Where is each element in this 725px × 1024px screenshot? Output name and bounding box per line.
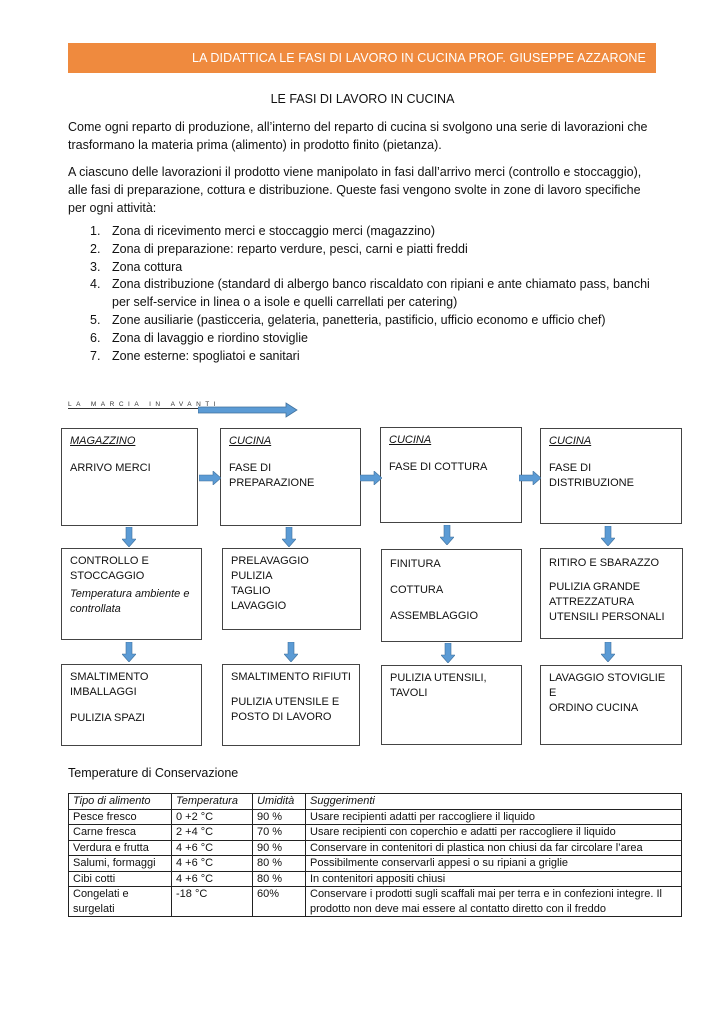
list-number: 2. bbox=[90, 241, 101, 256]
table-row bbox=[69, 840, 682, 856]
box-text: FASE DI DISTRIBUZIONE bbox=[549, 462, 634, 489]
box-text: FASE DI COTTURA bbox=[389, 461, 488, 473]
box-text: TAVOLI bbox=[390, 687, 428, 699]
table-cell: Conservare i prodotti sugli scaffali mai per terra e in confezioni integre. Il prodotto non deve mai essere al contatto diretto con il freddo bbox=[306, 887, 682, 917]
box-text: PULIZIA GRANDE bbox=[549, 581, 641, 593]
table-cell: 90 % bbox=[253, 809, 306, 825]
column-header: Temperatura bbox=[172, 794, 253, 810]
table-cell: 4 +6 °C bbox=[172, 871, 253, 887]
list-number: 1. bbox=[90, 224, 101, 238]
temperature-section-title: Temperature di Conservazione bbox=[68, 766, 239, 780]
table-row bbox=[69, 856, 682, 872]
table-cell: 4 +6 °C bbox=[172, 856, 253, 872]
down-arrow-icon bbox=[601, 642, 615, 662]
right-arrow-icon bbox=[360, 471, 382, 485]
box-text: controllata bbox=[70, 603, 121, 615]
box-text: SMALTIMENTO bbox=[70, 671, 149, 683]
temperature-table bbox=[68, 793, 682, 917]
box-text: CONTROLLO E bbox=[70, 555, 149, 567]
down-arrow-icon bbox=[440, 525, 454, 545]
box-heading: MAGAZZINO bbox=[70, 435, 136, 447]
list-text: Zona cottura bbox=[112, 259, 183, 274]
column-header: Suggerimenti bbox=[306, 794, 682, 810]
table-cell: Pesce fresco bbox=[69, 809, 172, 825]
box-text: RITIRO E SBARAZZO bbox=[549, 557, 660, 569]
ritiro-sbarazzo-box bbox=[540, 548, 683, 639]
intro-paragraph-1: Come ogni reparto di produzione, all’interno del reparto di cucina si svolgono una serie di lavorazioni che trasformano la materia prima (alimento) in prodotto finito (pietanza). bbox=[68, 120, 648, 152]
zones-list bbox=[90, 223, 660, 365]
box-heading: CUCINA bbox=[549, 435, 592, 447]
table-cell: Verdura e frutta bbox=[69, 840, 172, 856]
box-text: PULIZIA UTENSILE E bbox=[231, 696, 340, 708]
table-cell: Conservare in contenitori di plastica non chiusi da far circolare l’area bbox=[306, 840, 682, 856]
table-cell: 4 +6 °C bbox=[172, 840, 253, 856]
list-text: Zona di ricevimento merci e stoccaggio merci (magazzino) bbox=[112, 224, 436, 238]
down-arrow-icon bbox=[284, 642, 298, 662]
box-text: COTTURA bbox=[390, 584, 444, 596]
table-cell: Usare recipienti adatti per raccogliere il liquido bbox=[306, 809, 682, 825]
table-cell: Carne fresca bbox=[69, 825, 172, 841]
list-item bbox=[90, 241, 660, 259]
lavaggio-stoviglie-box bbox=[540, 665, 682, 745]
box-text: TAGLIO bbox=[231, 585, 271, 597]
box-text: PULIZIA bbox=[231, 570, 273, 582]
intro-paragraph-2: A ciascuno delle lavorazioni il prodotto viene manipolato in fasi dall’arrivo merci (controllo e stoccaggio), alle fasi di preparazione, cottura e distribuzione. Queste fasi vengono svolte in zone di lavoro specifiche per ogni attività: bbox=[68, 165, 642, 215]
box-heading: CUCINA bbox=[389, 434, 432, 446]
down-arrow-icon bbox=[122, 642, 136, 662]
box-text: SMALTIMENTO RIFIUTI bbox=[231, 671, 351, 683]
page-title: LE FASI DI LAVORO IN CUCINA bbox=[270, 92, 455, 106]
controllo-stoccaggio-box bbox=[61, 548, 202, 640]
box-text: ARRIVO MERCI bbox=[70, 462, 151, 474]
document-header bbox=[68, 43, 656, 73]
list-number: 5. bbox=[90, 312, 101, 327]
table-row bbox=[69, 887, 682, 917]
table-row bbox=[69, 871, 682, 887]
list-item bbox=[90, 259, 660, 277]
box-heading: CUCINA bbox=[229, 435, 272, 447]
list-text: Zona di preparazione: reparto verdure, pesci, carni e piatti freddi bbox=[112, 241, 468, 256]
table-row bbox=[69, 825, 682, 841]
box-text: ATTREZZATURA bbox=[549, 596, 635, 608]
box-text: Temperatura ambiente e bbox=[70, 588, 190, 600]
right-arrow-icon bbox=[519, 471, 541, 485]
list-number: 4. bbox=[90, 277, 101, 292]
table-cell: 60% bbox=[253, 887, 306, 917]
box-text: LAVAGGIO STOVIGLIE E bbox=[549, 672, 666, 699]
down-arrow-icon bbox=[601, 526, 615, 546]
smaltimento-rifiuti-box bbox=[222, 664, 360, 746]
table-cell: Possibilmente conservarli appesi o su ripiani a griglie bbox=[306, 856, 682, 872]
cottura-box bbox=[380, 427, 522, 523]
table-cell: 80 % bbox=[253, 871, 306, 887]
down-arrow-icon bbox=[441, 643, 455, 663]
table-cell: Salumi, formaggi bbox=[69, 856, 172, 872]
smaltimento-imballaggi-box bbox=[61, 664, 202, 746]
finitura-box bbox=[381, 549, 522, 642]
column-header: Umidità bbox=[253, 794, 306, 810]
table-row bbox=[69, 809, 682, 825]
marcia-in-avanti-label: LA MARCIA IN AVANTI bbox=[68, 401, 221, 408]
down-arrow-icon bbox=[122, 527, 136, 547]
box-text: ASSEMBLAGGIO bbox=[390, 610, 479, 622]
box-text: STOCCAGGIO bbox=[70, 570, 145, 582]
list-text: Zona distribuzione (standard di albergo banco riscaldato con ripiani e ante chiamato pass, banchi per self-service in linea o a isole e quelli carrellati per catering) bbox=[112, 277, 650, 310]
list-text: Zona di lavaggio e riordino stoviglie bbox=[112, 330, 308, 345]
table-cell: 80 % bbox=[253, 856, 306, 872]
column-header: Tipo di alimento bbox=[69, 794, 172, 810]
table-cell: 70 % bbox=[253, 825, 306, 841]
box-text: FINITURA bbox=[390, 558, 441, 570]
table-cell: 0 +2 °C bbox=[172, 809, 253, 825]
list-number: 7. bbox=[90, 348, 101, 363]
box-text: PULIZIA UTENSILI, bbox=[390, 672, 487, 684]
box-text: ORDINO CUCINA bbox=[549, 702, 639, 714]
header-text: LA DIDATTICA LE FASI DI LAVORO IN CUCINA PROF. GIUSEPPE AZZARONE bbox=[192, 51, 646, 65]
table-cell: Cibi cotti bbox=[69, 871, 172, 887]
prelavaggio-box bbox=[222, 548, 361, 630]
right-arrow-icon bbox=[199, 471, 221, 485]
box-text: UTENSILI PERSONALI bbox=[549, 611, 665, 623]
down-arrow-icon bbox=[282, 527, 296, 547]
table-header-row bbox=[69, 794, 682, 810]
list-item bbox=[90, 348, 660, 366]
table-cell: 90 % bbox=[253, 840, 306, 856]
table-cell: 2 +4 °C bbox=[172, 825, 253, 841]
box-text: IMBALLAGGI bbox=[70, 686, 137, 698]
list-item bbox=[90, 312, 660, 330]
forward-arrow-icon bbox=[198, 402, 298, 418]
list-text: Zone ausiliarie (pasticceria, gelateria, panetteria, pastificio, ufficio economo e ufficio chef) bbox=[112, 312, 606, 327]
pulizia-utensili-box bbox=[381, 665, 522, 745]
preparazione-box bbox=[220, 428, 361, 526]
list-item bbox=[90, 223, 660, 241]
distribuzione-box bbox=[540, 428, 682, 524]
box-text: LAVAGGIO bbox=[231, 600, 287, 612]
table-cell: Congelati e surgelati bbox=[69, 887, 172, 917]
box-text: PULIZIA SPAZI bbox=[70, 712, 145, 724]
table-cell: -18 °C bbox=[172, 887, 253, 917]
table-cell: Usare recipienti con coperchio e adatti per raccogliere il liquido bbox=[306, 825, 682, 841]
magazzino-box bbox=[61, 428, 198, 526]
list-number: 3. bbox=[90, 259, 101, 274]
box-text: PRELAVAGGIO bbox=[231, 555, 309, 567]
list-number: 6. bbox=[90, 330, 101, 345]
list-item bbox=[90, 276, 660, 312]
list-item bbox=[90, 330, 660, 348]
table-cell: In contenitori appositi chiusi bbox=[306, 871, 682, 887]
list-text: Zone esterne: spogliatoi e sanitari bbox=[112, 348, 300, 363]
box-text: FASE DI PREPARAZIONE bbox=[229, 462, 315, 489]
box-text: POSTO DI LAVORO bbox=[231, 711, 332, 723]
